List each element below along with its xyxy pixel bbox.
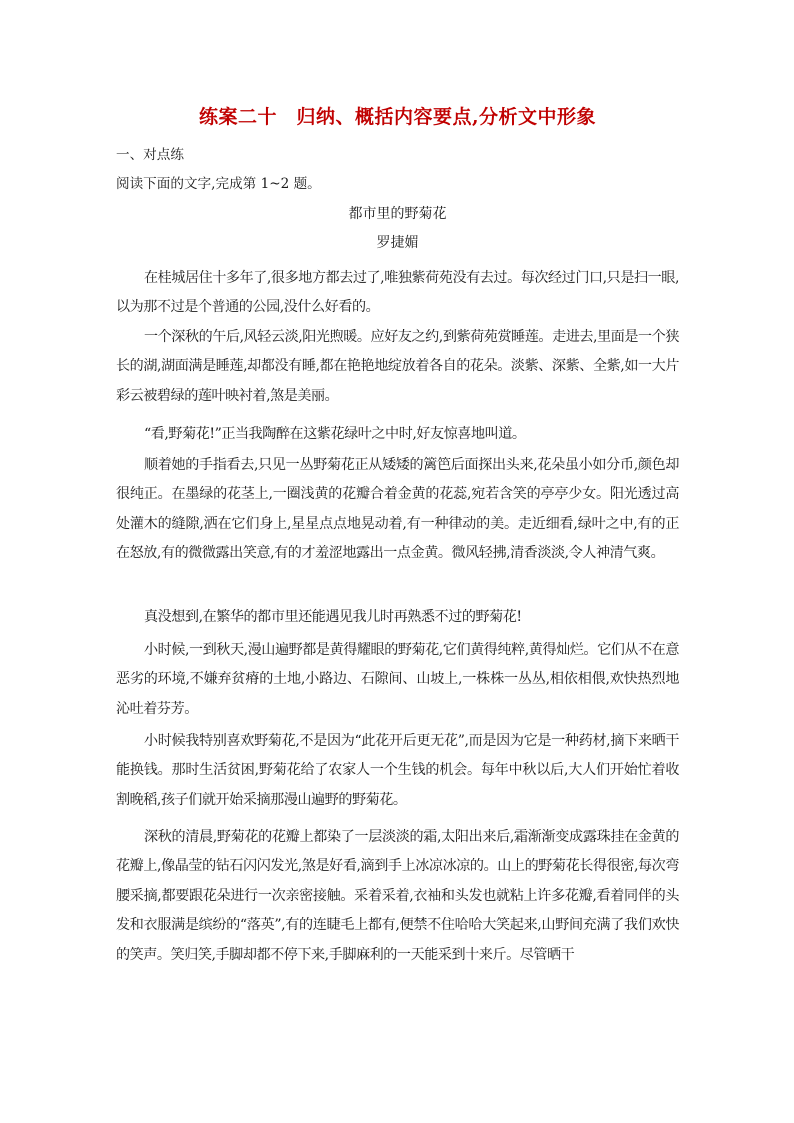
section-heading: 一、对点练: [116, 147, 184, 163]
paragraph: 小时候我特别喜欢野菊花,不是因为“此花开后更无花”,而是因为它是一种药材,摘下来晒干能换钱。那时生活贫困,野菊花给了农家人一个生钱的机会。每年中秋以后,大人们开始忙着收割晚稻,孩子们就开始采摘那漫山遍野的野菊花。: [116, 733, 679, 808]
exercise-title: 练案二十 归纳、概括内容要点,分析文中形象: [198, 106, 597, 128]
article-author: 罗捷媚: [376, 235, 419, 251]
paragraph: 顺着她的手指看去,只见一丛野菊花正从矮矮的篱笆后面探出头来,花朵虽小如分币,颜色却很纯正。在墨绿的花茎上,一圈浅黄的花瓣合着金黄的花蕊,宛若含笑的亭亭少女。阳光透过高处灌木的缝隙,洒在它们身上,星星点点地晃动着,有一种律动的美。走近细看,绿叶之中,有的正在怒放,有的微微露出笑意,有的才羞涩地露出一点金黄。微风轻拂,清香淡淡,令人神清气爽。: [116, 457, 679, 562]
paragraph: 深秋的清晨,野菊花的花瓣上都染了一层淡淡的霜,太阳出来后,霜渐渐变成露珠挂在金黄的花瓣上,像晶莹的钻石闪闪发光,煞是好看,滴到手上冰凉冰凉的。山上的野菊花长得很密,每次弯腰采摘,都要跟花朵进行一次亲密接触。采着采着,衣袖和头发也就粘上许多花瓣,看着同伴的头发和衣服满是缤纷的“落英”,有的连睫毛上都有,便禁不住哈哈大笑起来,山野间充满了我们欢快的笑声。笑归笑,手脚却都不停下来,手脚麻利的一天能采到十来斤。尽管晒干: [116, 829, 679, 963]
paragraph: 真没想到,在繁华的都市里还能遇见我儿时再熟悉不过的野菊花!: [144, 609, 522, 625]
paragraph: 在桂城居住十多年了,很多地方都去过了,唯独紫荷苑没有去过。每次经过门口,只是扫一眼,以为那不过是个普通的公园,没什么好看的。: [116, 270, 679, 316]
paragraph: “看,野菊花!”正当我陶醉在这紫花绿叶之中时,好友惊喜地叫道。: [144, 426, 526, 442]
article-title: 都市里的野菊花: [348, 206, 447, 222]
paragraph: 一个深秋的午后,风轻云淡,阳光煦暖。应好友之约,到紫荷苑赏睡莲。走进去,里面是一个狭长的湖,湖面满是睡莲,却都没有睡,都在艳艳地绽放着各自的花朵。淡紫、深紫、全紫,如一大片彩云被碧绿的莲叶映衬着,煞是美丽。: [116, 329, 679, 404]
paragraph: 小时候,一到秋天,漫山遍野都是黄得耀眼的野菊花,它们黄得纯粹,黄得灿烂。它们从不在意恶劣的环境,不嫌弃贫瘠的土地,小路边、石隙间、山坡上,一株株一丛丛,相依相偎,欢快热烈地沁吐着芬芳。: [116, 642, 679, 717]
reading-instruction: 阅读下面的文字,完成第 1~2 题。: [116, 176, 321, 192]
